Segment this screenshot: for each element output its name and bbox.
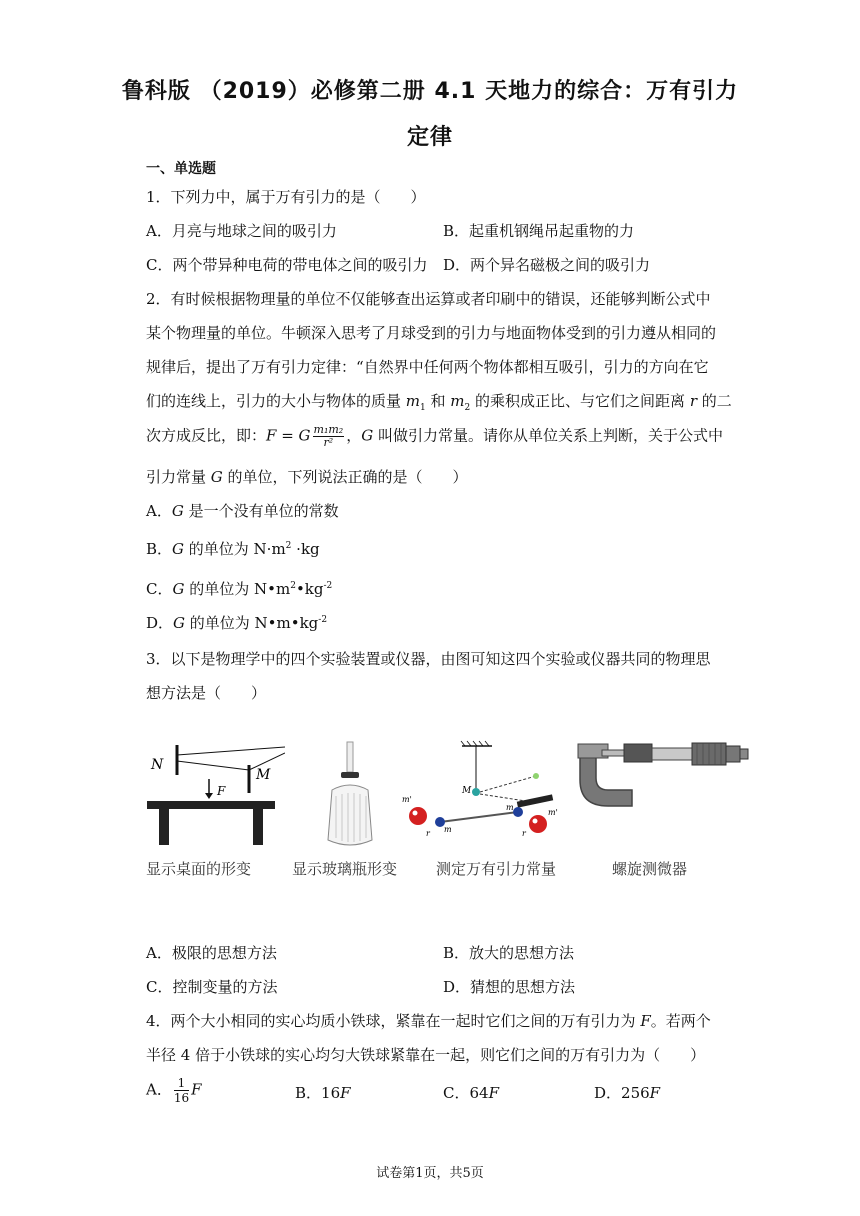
q2-option-d: D．G 的单位为 $N•m•kg^{-2}$ bbox=[146, 614, 328, 632]
q2-line-1: 2．有时候根据物理量的单位不仅能够查出运算或者印刷中的错误，还能够判断公式中 bbox=[146, 290, 711, 308]
q2-line-4: 们的连线上，引力的大小与物体的质量 $m_1$ 和 $m_2$ 的乘积成正比、与它们之间距离 r 的二 bbox=[146, 392, 732, 413]
caption-torsion-balance: 测定万有引力常量 bbox=[436, 860, 557, 878]
label-m-prime-right: m' bbox=[548, 808, 558, 817]
label-m-prime-left: m' bbox=[402, 795, 412, 804]
q2-option-a: A．G 是一个没有单位的常数 bbox=[146, 502, 339, 520]
label-n: N bbox=[151, 757, 164, 773]
torsion-balance-figure bbox=[400, 740, 560, 840]
page-title: 鲁科版 （2019）必修第二册 4.1 天地力的综合：万有引力 bbox=[121, 79, 739, 104]
label-mirror: M bbox=[462, 786, 472, 796]
q2-line-2: 某个物理量的单位。牛顿深入思考了月球受到的引力与地面物体受到的引力遵从相同的 bbox=[146, 324, 717, 342]
caption-desk: 显示桌面的形变 bbox=[146, 860, 252, 878]
label-f: F bbox=[217, 784, 226, 798]
caption-glass-bottle: 显示玻璃瓶形变 bbox=[292, 860, 398, 878]
q3-line-1: 3．以下是物理学中的四个实验装置或仪器，由图可知这四个实验或仪器共同的物理思 bbox=[146, 650, 711, 668]
q4-option-d: D．256F bbox=[594, 1084, 661, 1102]
q4-option-c: C．64F bbox=[443, 1084, 499, 1102]
micrometer-figure bbox=[572, 740, 752, 820]
q2-option-b: B．G 的单位为 $N\cdot m^2 \cdot kg$ bbox=[146, 540, 320, 558]
q1-option-c: C．两个带异种电荷的带电体之间的吸引力 bbox=[146, 256, 428, 274]
q2-line-6: 引力常量 G 的单位，下列说法正确的是（ ） bbox=[146, 468, 468, 486]
q2-option-c: C．G 的单位为 $N•m^2•kg^{-2}$ bbox=[146, 580, 333, 598]
q3-line-2: 想方法是（ ） bbox=[146, 684, 267, 702]
label-m-right: m bbox=[506, 803, 514, 812]
label-m: M bbox=[256, 767, 271, 783]
q2-line-5: 次方成反比，即：F = G $\frac{\text{m₁m₂}}{\text{r²}}$ ，G 叫做引力常量。请你从单位关系上判断，关于公式中 bbox=[146, 423, 723, 449]
q1-option-a: A．月亮与地球之间的吸引力 bbox=[146, 222, 337, 240]
q3-option-a: A．极限的思想方法 bbox=[146, 944, 277, 962]
q1-option-d: D．两个异名磁极之间的吸引力 bbox=[443, 256, 651, 274]
label-r-right: r bbox=[522, 829, 526, 838]
label-m-left: m bbox=[444, 825, 452, 834]
q1-stem: 1．下列力中，属于万有引力的是（ ） bbox=[146, 188, 426, 206]
q1-option-b: B．起重机钢绳吊起重物的力 bbox=[443, 222, 635, 240]
desk-deformation-figure bbox=[145, 735, 285, 850]
page-title-continued: 定律 bbox=[406, 125, 453, 150]
q2-line-3: 规律后，提出了万有引力定律：“自然界中任何两个物体都相互吸引，引力的方向在它 bbox=[146, 358, 709, 376]
section-heading: 一、单选题 bbox=[146, 161, 216, 177]
gravitation-formula-fraction: $\frac{\text{m₁m₂}}{\text{r²}}$ bbox=[313, 423, 344, 449]
page-footer: 试卷第1页，共5页 bbox=[376, 1166, 484, 1181]
q3-option-b: B．放大的思想方法 bbox=[443, 944, 575, 962]
q3-option-c: C．控制变量的方法 bbox=[146, 978, 278, 996]
q4-option-a: A． $\frac{1}{16}$ F bbox=[146, 1076, 202, 1105]
q3-option-d: D．猜想的思想方法 bbox=[443, 978, 576, 996]
q4-option-b: B．16F bbox=[295, 1084, 351, 1102]
q4-line-1: 4．两个大小相同的实心均质小铁球，紧靠在一起时它们之间的万有引力为 F。若两个 bbox=[146, 1012, 711, 1030]
caption-micrometer: 螺旋测微器 bbox=[612, 860, 688, 878]
label-r-left: r bbox=[426, 829, 430, 838]
gravitation-formula-lhs: F = G bbox=[266, 426, 311, 445]
glass-bottle-figure bbox=[322, 740, 382, 852]
q4-line-2: 半径 4 倍于小铁球的实心均匀大铁球紧靠在一起，则它们之间的万有引力为（ ） bbox=[146, 1046, 706, 1064]
